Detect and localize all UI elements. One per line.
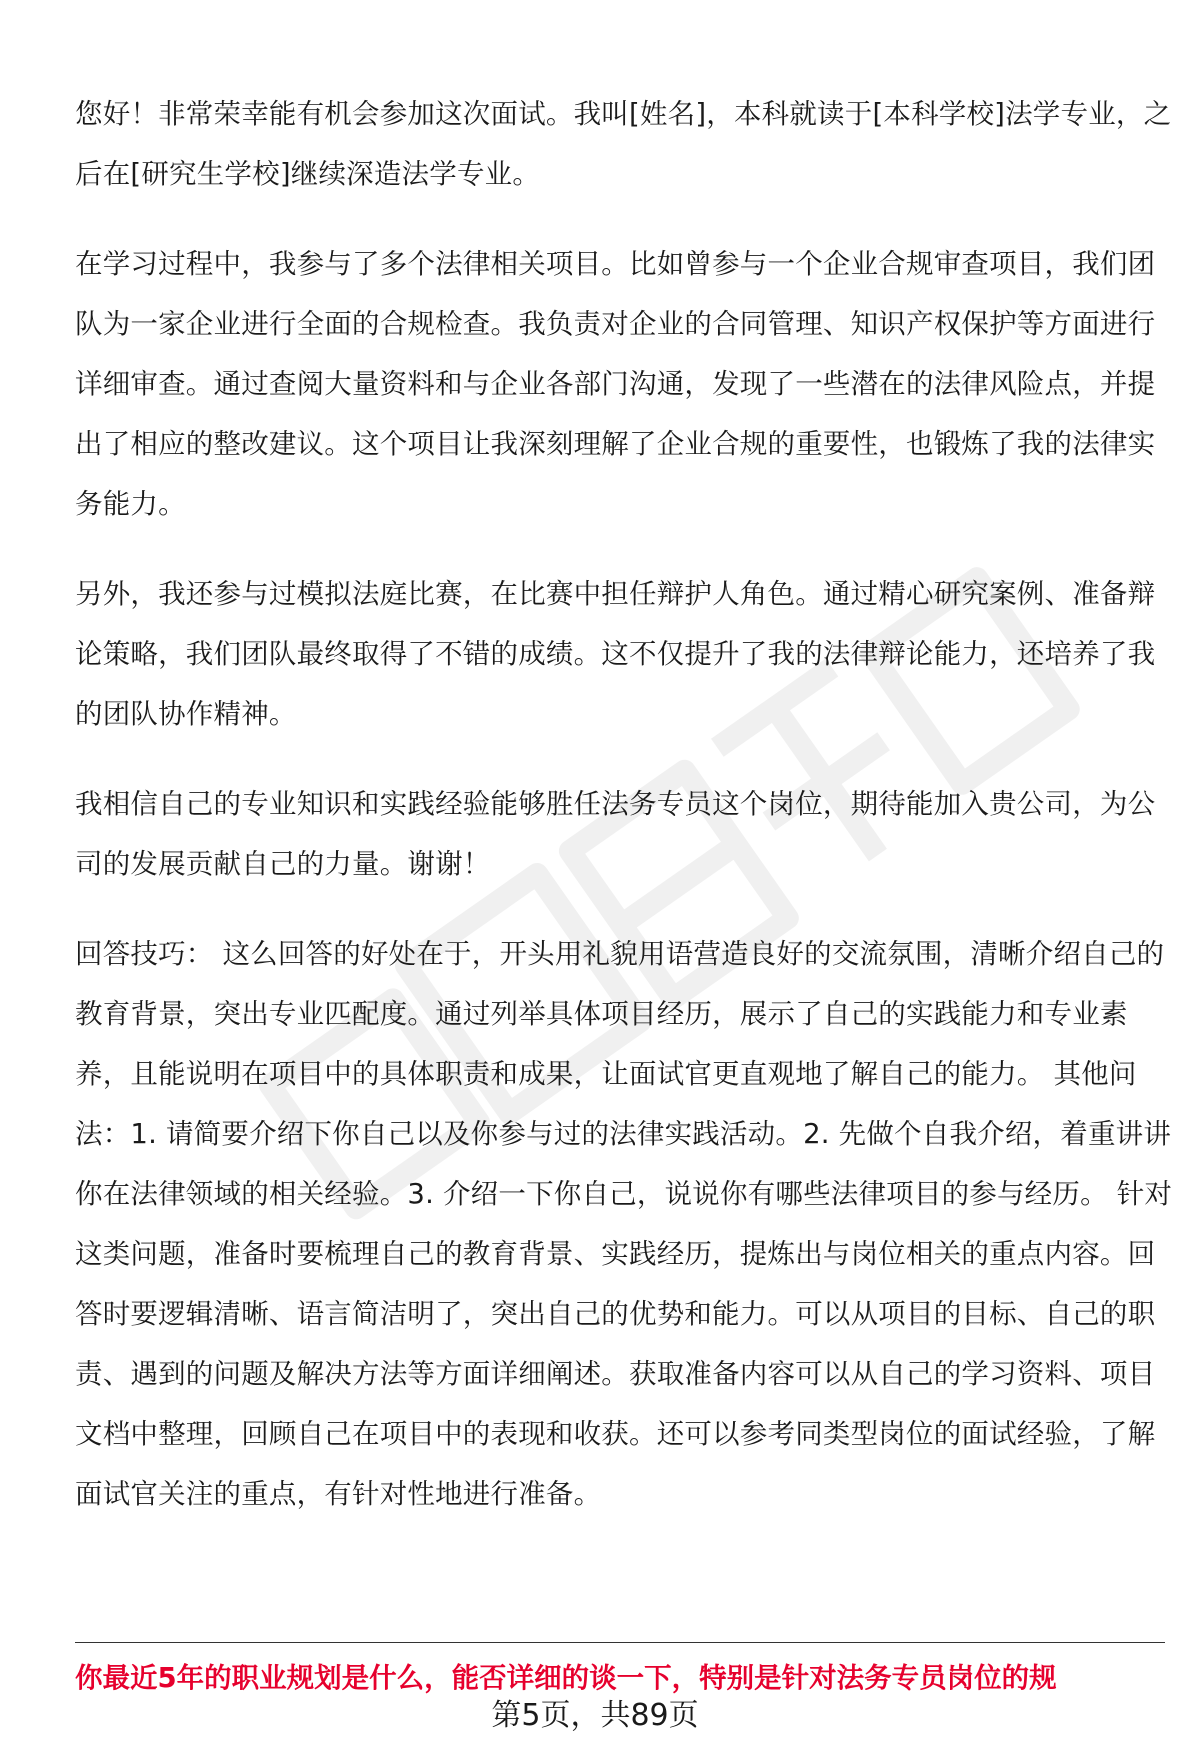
next-question-heading: 你最近5年的职业规划是什么，能否详细的谈一下，特别是针对法务专员岗位的规: [75, 1662, 1057, 1694]
paragraph-moot-court: 另外，我还参与过模拟法庭比赛，在比赛中担任辩护人角色。通过精心研究案例、准备辩论策略，我们团队最终取得了不错的成绩。这不仅提升了我的法律辩论能力，还培养了我的团队协作精神。: [75, 578, 1156, 730]
paragraph-intro: 您好！非常荣幸能有机会参加这次面试。我叫[姓名]，本科就读于[本科学校]法学专业，之后在[研究生学校]继续深造法学专业。: [75, 98, 1172, 190]
paragraph-answer-tips: 回答技巧： 这么回答的好处在于，开头用礼貌用语营造良好的交流氛围，清晰介绍自己的教育背景，突出专业匹配度。通过列举具体项目经历，展示了自己的实践能力和专业素养，且能说明在项目中的具体职责和成果，让面试官更直观地了解自己的能力。 其他问法：1. 请简要介绍下你自己以及你参与过的法律实践活动。2. 先做个自我介绍，着重讲讲你在法律领域的相关经验。3. 介绍一下你自己，说说你有哪些法律项目的参与经历。 针对这类问题，准备时要梳理自己的教育背景、实践经历，提炼出与岗位相关的重点内容。回答时要逻辑清晰、语言简洁明了，突出自己的优势和能力。可以从项目的目标、自己的职责、遇到的问题及解决方法等方面详细阐述。获取准备内容可以从自己的学习资料、项目文档中整理，回顾自己在项目中的表现和收获。还可以参考同类型岗位的面试经验，了解面试官关注的重点，有针对性地进行准备。: [75, 938, 1173, 1510]
section-divider: [75, 1642, 1165, 1643]
document-body: [75, 84, 1175, 1554]
page-indicator: 第5页，共89页: [491, 1698, 699, 1733]
paragraph-project-experience: 在学习过程中，我参与了多个法律相关项目。比如曾参与一个企业合规审查项目，我们团队为一家企业进行全面的合规检查。我负责对企业的合同管理、知识产权保护等方面进行详细审查。通过查阅大量资料和与企业各部门沟通，发现了一些潜在的法律风险点，并提出了相应的整改建议。这个项目让我深刻理解了企业合规的重要性，也锻炼了我的法律实务能力。: [75, 248, 1156, 520]
paragraph-closing: 我相信自己的专业知识和实践经验能够胜任法务专员这个岗位，期待能加入贵公司，为公司的发展贡献自己的力量。谢谢！: [75, 788, 1156, 880]
